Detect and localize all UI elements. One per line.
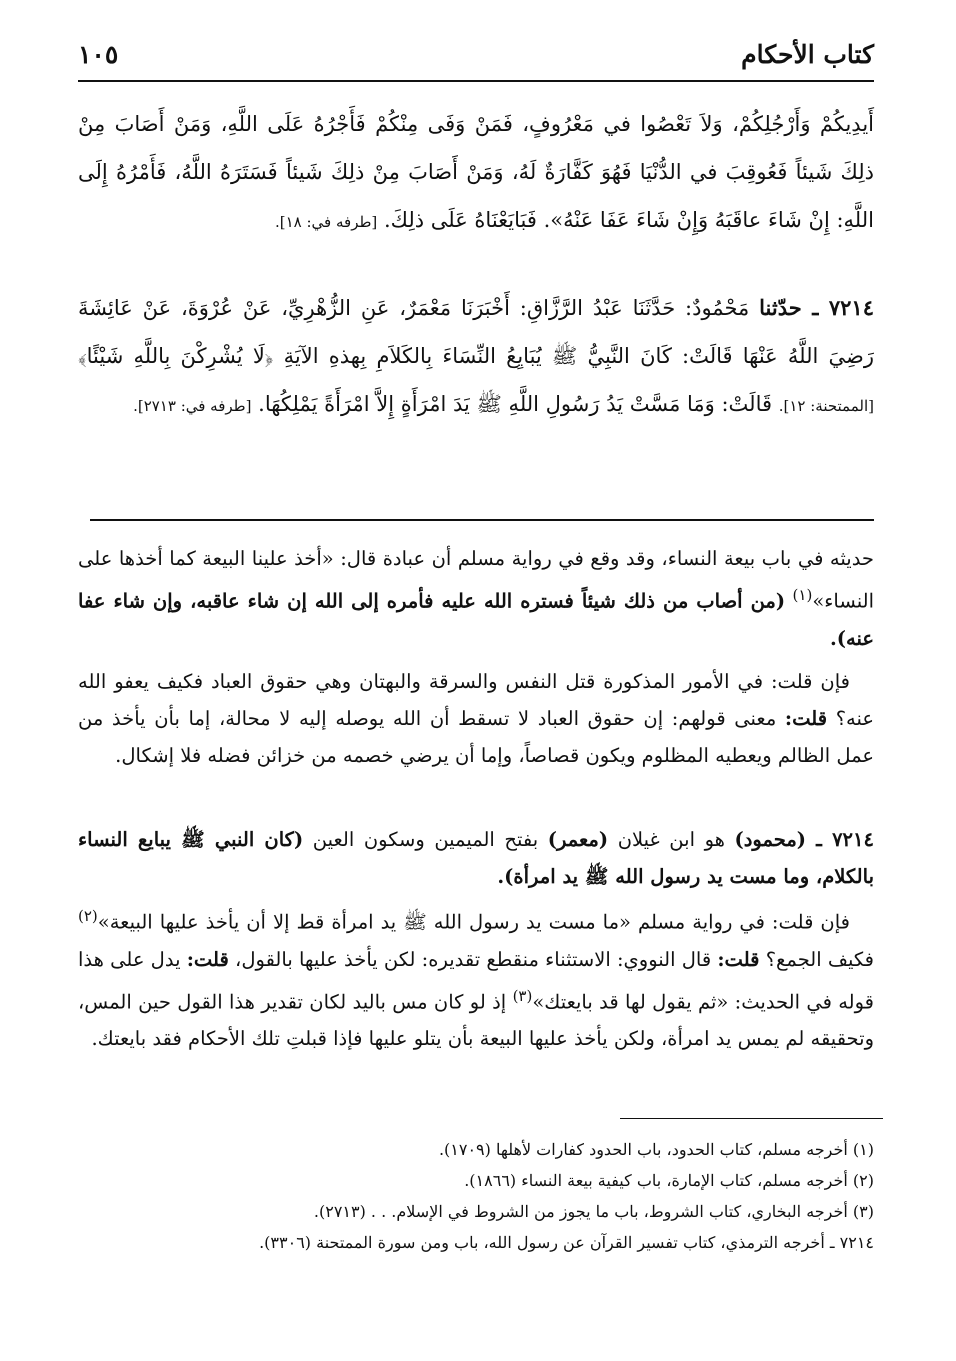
hadith-text-continuation <box>78 100 874 246</box>
hadith-number: ٧٢١٤ ـ حدّثنا <box>759 295 874 320</box>
footnote: (١) أخرجه مسلم، كتاب الحدود، باب الحدود كفارات لأهلها (١٧٠٩). <box>438 1140 874 1159</box>
header-rule <box>78 80 874 82</box>
commentary-text: قال النووي: الاستثناء منقطع تقديره: لكن يأخذ عليها بالقول، <box>235 947 712 971</box>
footnotes <box>78 1134 874 1258</box>
commentary-paragraph <box>78 663 874 774</box>
footnote-marker: (٢) <box>78 907 98 925</box>
commentary-text: حديثه في باب بيعة النساء، وقد وقع في رواية مسلم أن عبادة قال: «أخذ علينا البيعة كما أخذها على النساء» <box>78 547 874 613</box>
commentary-text: إذ لو كان مس باليد لكان تقدير هذا القول حين المس، وتحقيقه لم يمس يد امرأة، ولكن يأخذ عليها البيعة بأن يتلو عليها فإذا قبلتِ تلك الأحكام فقد بايعتك. <box>78 990 874 1050</box>
commentary-text: بفتح الميمين وسكون العين <box>312 828 539 851</box>
footnote: (٢) أخرجه مسلم، كتاب الإمارة، باب كيفية بيعة النساء (١٨٦٦). <box>464 1171 874 1190</box>
verse-reference: [الممتحنة: ١٢]. <box>778 397 874 415</box>
commentary-paragraph <box>78 898 874 1057</box>
commentary-quote: (معمر) <box>547 828 609 851</box>
footnote: ٧٢١٤ ـ أخرجه الترمذي، كتاب تفسير القرآن عن رسول الله، باب ومن سورة الممتحنة (٣٣٠٦). <box>259 1233 874 1252</box>
quran-verse: ﴿لَا يُشْرِكْنَ بِاللَّهِ شَيْئًا﴾ <box>78 344 274 368</box>
footnote-marker: (١) <box>792 586 813 604</box>
cross-reference: [طرفه في: ٢٧١٣]. <box>133 397 252 415</box>
commentary-paragraph <box>78 540 874 657</box>
commentary-separator <box>90 519 874 521</box>
commentary-text: يدل على هذا قوله في الحديث: «ثم يقول لها قد بايعتك» <box>77 947 875 1013</box>
page-header <box>78 36 874 76</box>
chapter-title: كتاب الأحكام <box>741 40 874 69</box>
hadith-text: أَيدِيكُمْ وَأَرْجُلِكُمْ، وَلاَ تَعْصُوا في مَعْرُوفٍ، فَمَنْ وَفَى مِنْكُمْ فَأَجْرُهُ عَلَى اللَّهِ، وَمَنْ أَصَابَ مِنْ ذلِكَ شَيئاً فَعُوقِبَ في الدُّنْيَا فَهُوَ كَفَّارَةٌ لَهُ، وَمَنْ أَصَابَ مِنْ ذلِكَ شَيئاً فَسَتَرَهُ اللَّهُ، فَأَمْرُهُ إِلَى اللَّهِ: إِنْ شَاءَ عاقَبَهُ وَإِنْ شَاءَ عَفَا عَنْهُ». فَبَايَعْنَاهُ عَلَى ذلِكَ. <box>78 112 874 232</box>
footnote-marker: (٣) <box>512 986 533 1005</box>
commentary-quote: (كان النبي ﷺ يبايع النساء بالكلام، وما مست يد رسول الله ﷺ يد امرأة). <box>78 828 874 888</box>
qult-label: قلت: <box>186 947 229 971</box>
commentary-quote: (من أصاب من ذلك شيئاً فستره الله عليه فأمره إلى الله إن شاء عاقبه، وإن شاء عفا عنه). <box>78 589 874 650</box>
commentary-text: فإن قلت: في الأمور المذكورة قتل النفس والسرقة والبهتان وهي حقوق العباد فكيف يعفو الله عنه؟ <box>78 670 875 730</box>
commentary-text: فإن قلت: في رواية مسلم «ما مست يد رسول الله ﷺ يد امرأة قط إلا أن يأخذ عليها البيعة» <box>97 910 850 934</box>
footnote: (٣) أخرجه البخاري، كتاب الشروط، باب ما يجوز من الشروط في الإسلام. . . (٢٧١٣). <box>313 1202 874 1221</box>
commentary-text: هو ابن غيلان <box>617 828 725 851</box>
commentary-text: معنى قولهم: إن حقوق العباد لا تسقط أن الله يوصله إليه لا محالة، إما بأن يأخذ من عمل الظالم ويعطيه المظلوم ويكون قصاصاً، وإما أن يرضي خصمه من خزائن فضله فلا إشكال. <box>78 707 874 767</box>
hadith-number-commentary: ٧٢١٤ ـ (محمود) <box>734 828 874 851</box>
commentary-text: فكيف الجمع؟ <box>765 947 874 971</box>
hadith-text: قَالَتْ: وَمَا مَسَّتْ يَدُ رَسُولِ اللَّهِ ﷺ يَدَ امْرَأَةٍ إِلاَّ امْرَأَةً يَمْلِكُهَا. <box>258 392 773 416</box>
hadith-7214 <box>78 284 874 430</box>
qult-label: قلت: <box>717 947 760 971</box>
commentary-paragraph <box>78 821 874 895</box>
qult-label: قلت: <box>784 707 828 730</box>
cross-reference: [طرفه في: ١٨]. <box>274 213 378 231</box>
hadith-text: مَحْمُودٌ: حَدَّثَنَا عَبْدُ الرَّزَّاقِ: أَخْبَرَنَا مَعْمَرٌ، عَنِ الزُّهْرِيِّ، عَنْ عُرْوَةَ، عَنْ عَائِشَةَ رَضِيَ اللَّهُ عَنْهَا قَالَتْ: كَانَ النَّبِيُّ ﷺ يُبَايِعُ النِّسَاءَ بِالكَلاَمِ بِهذهِ الآيَةِ <box>78 296 874 368</box>
page-number: ١٠٥ <box>78 40 119 69</box>
footnote-rule <box>620 1118 883 1119</box>
